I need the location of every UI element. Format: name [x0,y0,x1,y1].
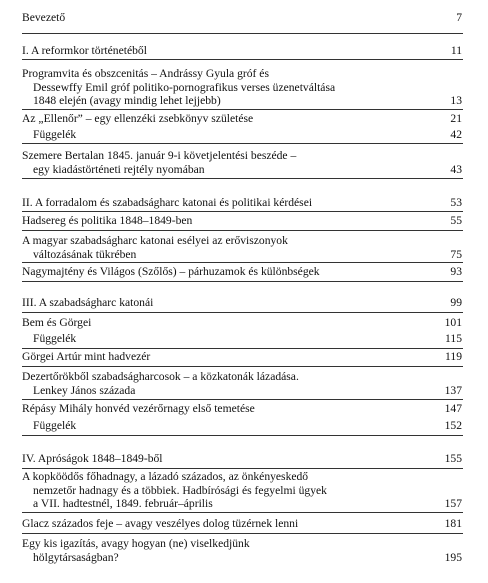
entry-title [22,332,432,346]
divider [22,178,463,179]
toc-entry-intro [22,11,462,25]
toc-entry [22,234,462,261]
divider [22,230,463,231]
toc-entry [22,517,462,531]
section-title: III. A szabadságharc katonái [22,296,154,309]
entry-title [22,470,432,511]
entry-page: 11 [450,44,462,57]
entry-page: 181 [444,517,462,530]
entry-title [22,419,432,433]
toc-entry [22,470,462,511]
entry-page: 147 [444,402,462,415]
toc-entry-appendix [22,332,462,346]
section-heading-2 [22,196,462,210]
entry-page: 21 [450,112,462,125]
entry-line: Programvita és obszcenitás – Andrássy Gyula gróf és [22,67,269,80]
entry-title: Bevezető [22,11,66,24]
entry-title [22,149,432,176]
entry-line: Dessewffy Emil gróf politiko-pornografikus verses üzenetváltása [33,80,336,94]
entry-line: Lenkey János százada [33,383,136,397]
entry-line: változásának tükrében [33,247,137,261]
entry-title: Bem és Görgei [22,316,92,329]
section-heading-4 [22,452,462,466]
divider [22,211,463,212]
toc-entry [22,402,462,416]
appendix-label: Függelék [33,332,77,345]
section-heading-1 [22,44,462,58]
divider [22,399,463,400]
divider [22,312,463,313]
divider [22,366,463,367]
entry-title: Az „Ellenőr” – egy ellenzéki zsebkönyv születése [22,112,254,125]
entry-title: Görgei Artúr mint hadvezér [22,350,151,363]
entry-line: A kopköödős főhadnagy, a lázadó százados, az önkényeskedő [22,470,309,483]
entry-page: 137 [444,383,462,397]
toc-entry [22,350,462,364]
entry-line: nemzetőr hadnagy és a többiek. Hadbírósági és fegyelmi ügyek [33,483,327,497]
entry-line: hölgytársaságban? [33,550,119,564]
divider [22,281,463,282]
section-title: I. A reformkor történetéből [22,44,147,57]
entry-line: Szemere Bertalan 1845. január 9-i követjelentési beszéde – [22,149,297,162]
entry-title [22,537,432,564]
divider [22,533,463,534]
entry-title: Répásy Mihály honvéd vezérőrnagy első temetése [22,402,255,415]
entry-page: 115 [445,332,462,345]
toc-entry-appendix [22,128,462,142]
entry-title [22,234,432,261]
toc-entry [22,537,462,564]
divider [22,143,463,144]
entry-page: 157 [444,497,462,511]
entry-page: 43 [450,162,462,176]
divider [22,468,463,469]
entry-title [22,67,432,108]
divider [22,435,463,436]
divider [22,348,463,349]
entry-title: Nagymajtény és Világos (Szőlős) – párhuzamok és különbségek [22,265,320,278]
entry-page: 93 [450,265,462,278]
entry-line: Dezertőrökből szabadságharcosok – a közkatonák lázadása. [22,370,299,383]
entry-title: Glacz százados feje – avagy veszélyes dolog tüzérnek lenni [22,517,299,530]
entry-line: egy kiadástörténeti rejtély nyomában [33,162,205,176]
entry-page: 13 [450,94,462,108]
toc-entry-appendix [22,419,462,433]
entry-page: 152 [444,419,462,432]
entry-title [22,370,432,397]
entry-line: A magyar szabadságharc katonai esélyei az erőviszonyok [22,234,288,247]
appendix-label: Függelék [33,419,77,432]
divider [22,512,463,513]
entry-page: 42 [450,128,462,141]
toc-entry [22,112,462,126]
divider [22,33,463,34]
toc-entry [22,214,462,228]
entry-page: 53 [450,196,462,209]
entry-title [22,128,432,142]
toc-entry [22,265,462,279]
entry-line: a VII. hadtestnél, 1849. február–április [33,497,213,511]
entry-line: 1848 elején (avagy mindig lehet lejjebb) [33,94,221,108]
entry-line: Egy kis igazítás, avagy hogyan (ne) viselkedjünk [22,537,250,550]
toc-entry [22,149,462,176]
divider [22,262,463,263]
divider [22,59,463,60]
entry-page: 99 [450,296,462,309]
divider [22,109,463,110]
entry-page: 55 [450,214,462,227]
toc-entry [22,67,462,108]
entry-page: 195 [444,550,462,564]
entry-page: 75 [450,247,462,261]
section-heading-3 [22,296,462,310]
toc-entry [22,370,462,397]
entry-page: 155 [444,452,462,465]
section-title: IV. Apróságok 1848–1849-ből [22,452,163,465]
appendix-label: Függelék [33,128,77,141]
entry-title: Hadsereg és politika 1848–1849-ben [22,214,193,227]
entry-page: 7 [456,11,462,24]
entry-page: 101 [444,316,462,329]
toc-entry [22,316,462,330]
section-title: II. A forradalom és szabadságharc katonai és politikai kérdései [22,196,313,209]
entry-page: 119 [445,350,462,363]
